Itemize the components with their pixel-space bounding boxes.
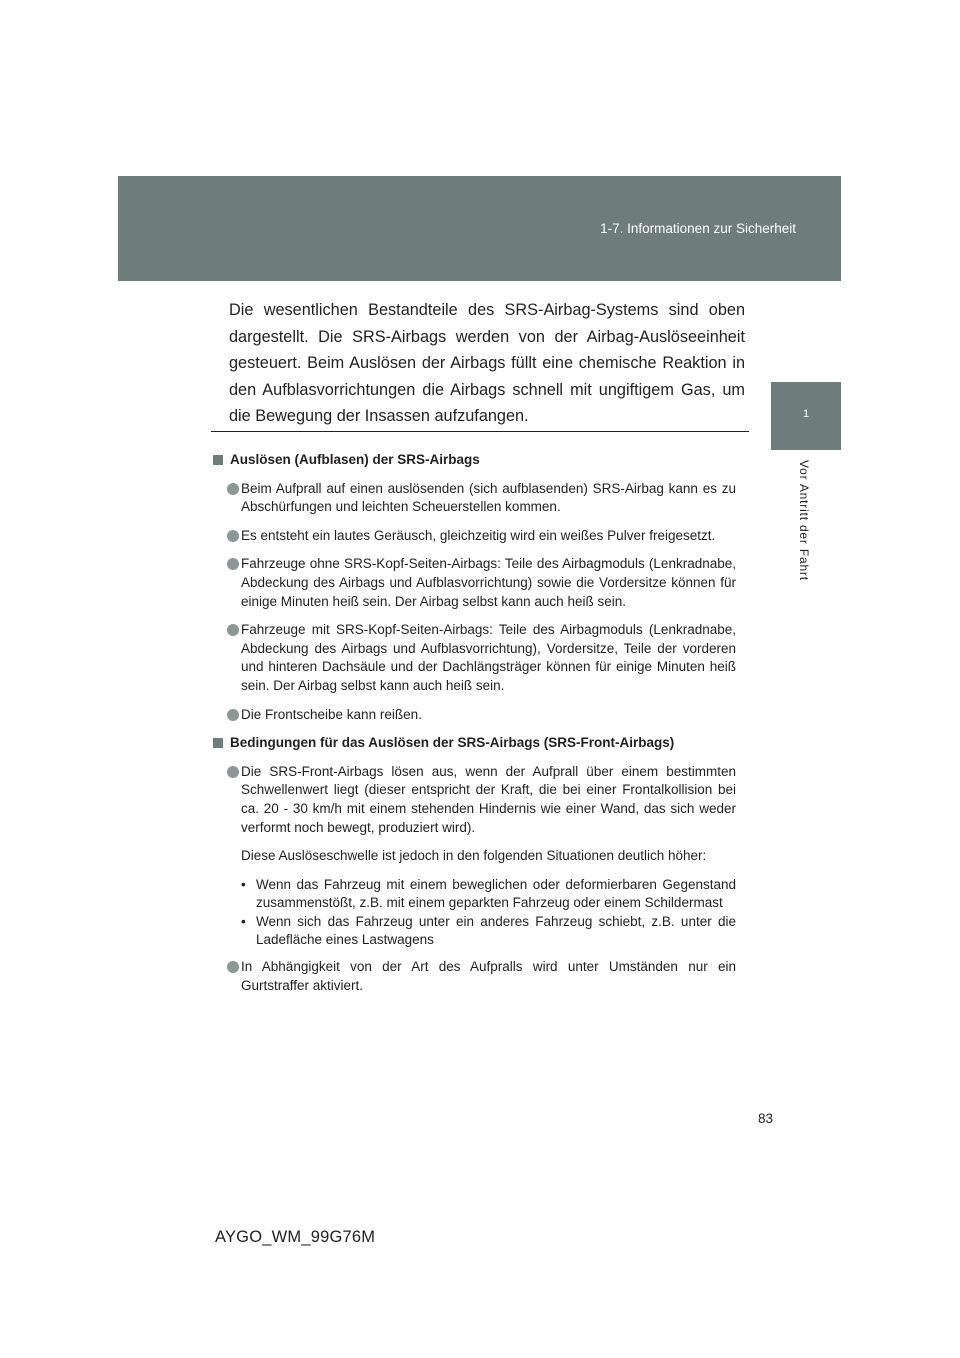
list-item-text: Die SRS-Front-Airbags lösen aus, wenn der Aufprall über einem bestimmten Schwellenwert liegt (dieser entspricht der Kraft, die bei einer Frontalkollision bei ca. 20 - 30 km/h mit einem stehenden Hindernis wie einer Wand, das sich weder verformt noch bewegt, produziert wird). [241,763,736,835]
paragraph: Diese Auslöseschwelle ist jedoch in den folgenden Situationen deutlich höher: [241,848,707,864]
list-item [213,958,736,995]
circle-bullet-icon [227,624,239,636]
square-bullet-icon [213,738,223,748]
list-item-text: Beim Aufprall auf einen auslösenden (sich aufblasenden) SRS-Airbag kann es zu Abschürfungen und leichten Scheuerstellen kommen. [241,480,736,515]
circle-bullet-icon [227,766,239,778]
sub-list-item-text: Wenn sich das Fahrzeug unter ein anderes Fahrzeug schiebt, z.B. unter die Ladefläche eines Lastwagens [256,913,736,948]
list-item-text: Es entsteht ein lautes Geräusch, gleichzeitig wird ein weißes Pulver freigesetzt. [241,527,716,543]
sub-list-item-text: Wenn das Fahrzeug mit einem beweglichen oder deformierbaren Gegenstand zusammenstößt, z.B. mit einem geparkten Fahrzeug oder einem Schildermast [256,876,736,911]
list-item [213,527,736,546]
section-header-bar [118,176,841,281]
circle-bullet-icon [227,530,239,542]
chapter-side-title: Vor Antritt der Fahrt [797,460,811,581]
sub-list [213,876,736,950]
chapter-tab [771,382,841,450]
square-bullet-icon [213,455,223,465]
list-item-text: In Abhängigkeit von der Art des Aufpralls wird unter Umständen nur ein Gurtstraffer aktiviert. [241,959,736,993]
circle-bullet-icon [227,709,239,721]
circle-bullet-icon [227,961,239,973]
list-item-text: Die Frontscheibe kann reißen. [241,706,422,722]
divider-line [211,431,749,432]
list-item [213,621,736,695]
circle-bullet-icon [227,483,239,495]
section-heading [213,451,736,470]
section-heading-text: Auslösen (Aufblasen) der SRS-Airbags [230,452,480,467]
list-item [213,706,736,725]
list-item [213,480,736,517]
list-item-text: Fahrzeuge ohne SRS-Kopf-Seiten-Airbags: Teile des Airbagmoduls (Lenkradnabe, Abdeckung des Airbags und Aufblasvorrichtung) sowie die Vordersitze können für einige Minuten heiß sein. Der Airbag selbst kann auch heiß sein. [241,556,736,609]
list-item [213,763,736,837]
chapter-number: 1 [802,408,810,420]
list-item-text: Fahrzeuge mit SRS-Kopf-Seiten-Airbags: Teile des Airbagmoduls (Lenkradnabe, Abdeckung des Airbags und Aufblasvorrichtung), Vordersitze, Teile der vorderen und hinteren Dachsäule und der Dachlängsträger können für einige Minuten heiß sein. Der Airbag selbst kann auch heiß sein. [241,622,736,693]
main-content [213,451,736,1005]
circle-bullet-icon [227,558,239,570]
page-number: 83 [758,1111,774,1126]
section-heading [213,734,736,753]
document-code: AYGO_WM_99G76M [215,1228,376,1246]
small-dot-icon: • [241,913,246,929]
sub-list-item [213,913,736,950]
sub-list-item [213,876,736,913]
intro-paragraph: Die wesentlichen Bestandteile des SRS-Airbag-Systems sind oben dargestellt. Die SRS-Airbags werden von der Airbag-Auslöseeinheit gesteuert. Beim Auslösen der Airbags füllt eine chemische Reaktion in den Aufblasvorrichtungen die Airbags schnell mit ungiftigem Gas, um die Bewegung der Insassen aufzufangen. [229,301,745,425]
list-item [213,555,736,611]
section-heading-text: Bedingungen für das Auslösen der SRS-Airbags (SRS-Front-Airbags) [230,735,675,751]
small-dot-icon: • [241,876,246,892]
section-title: 1-7. Informationen zur Sicherheit [600,221,796,236]
